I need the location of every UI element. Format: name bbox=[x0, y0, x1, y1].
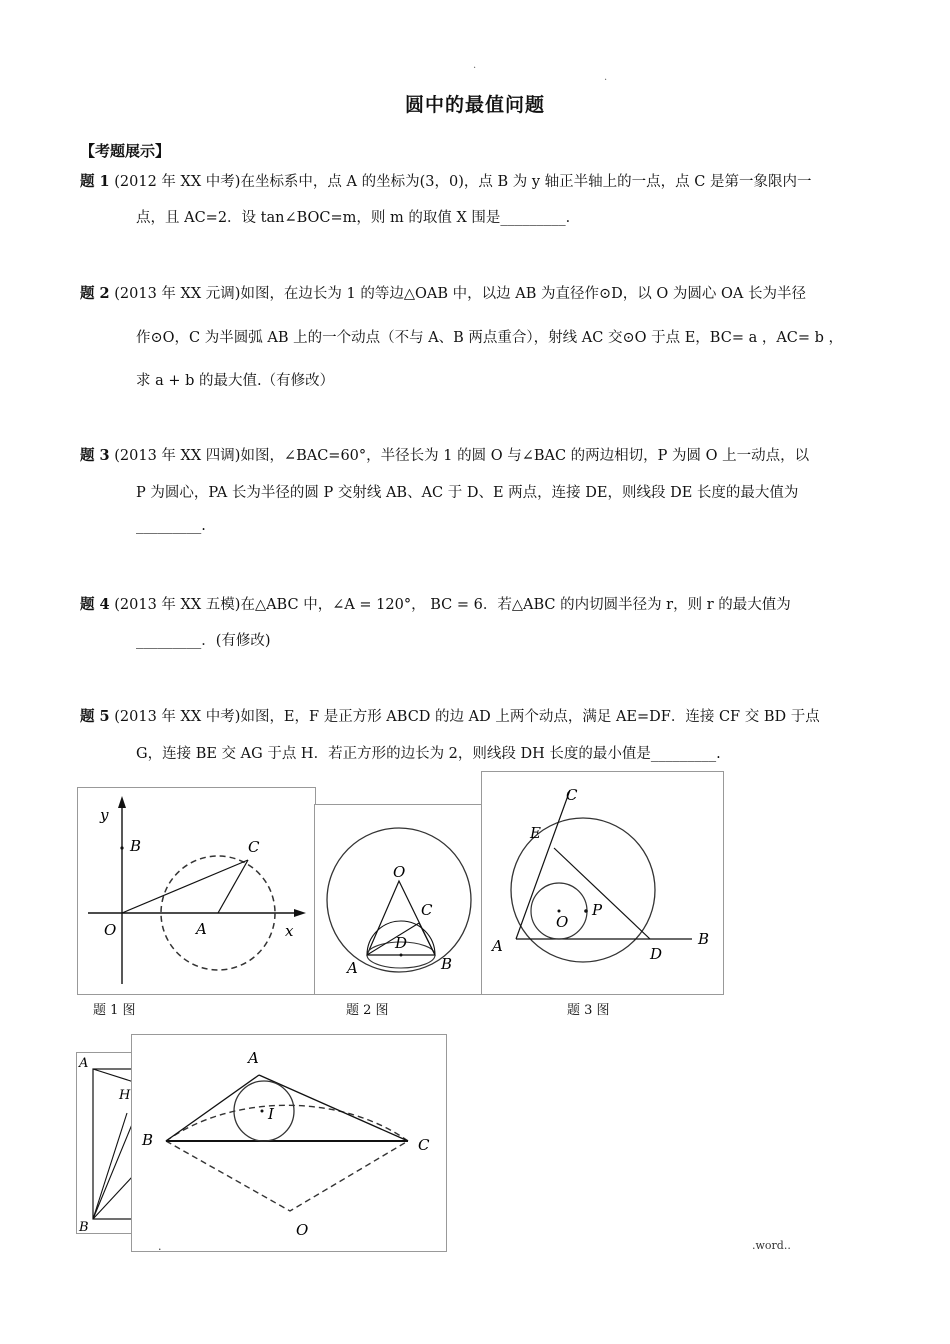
footer-right: .word.. bbox=[752, 1239, 791, 1252]
figure-5-diagram bbox=[132, 1035, 446, 1251]
figure-3 bbox=[481, 771, 724, 995]
problem-2-line-3: 求 a + b 的最大值.（有修改） bbox=[136, 373, 335, 389]
label-c: C bbox=[248, 838, 260, 856]
label-a: A bbox=[196, 920, 207, 938]
caption-figure-1: 题 1 图 bbox=[93, 1003, 136, 1018]
header-dot: . bbox=[604, 72, 608, 83]
label-a: A bbox=[492, 937, 503, 955]
caption-figure-3: 题 3 图 bbox=[567, 1003, 610, 1018]
label-a: A bbox=[347, 959, 358, 977]
label-c: C bbox=[421, 901, 433, 919]
label-e: E bbox=[530, 824, 541, 842]
problem-5-line-1: 题 5 (2013 年 XX 中考)如图，E，F 是正方形 ABCD 的边 AD 上两个动点，满足 AE=DF．连接 CF 交 BD 于点 bbox=[80, 708, 820, 725]
label-y: y bbox=[100, 806, 109, 824]
label-a: A bbox=[248, 1049, 259, 1067]
problem-3-line-3: _________. bbox=[136, 518, 206, 534]
problem-1-line-1: 题 1 (2012 年 XX 中考)在坐标系中，点 A 的坐标为(3，0)，点 B 为 y 轴正半轴上的一点，点 C 是第一象限内一 bbox=[80, 173, 812, 190]
caption-figure-2: 题 2 图 bbox=[346, 1003, 389, 1018]
figure-1 bbox=[77, 787, 316, 995]
label-h: H bbox=[119, 1088, 131, 1103]
problem-5-line-2: G，连接 BE 交 AG 于点 H．若正方形的边长为 2，则线段 DH 长度的最小值是_________. bbox=[136, 746, 721, 762]
figure-3-diagram bbox=[482, 772, 723, 994]
label-c: C bbox=[418, 1136, 430, 1154]
problem-4-line-1: 题 4 (2013 年 XX 五模)在△ABC 中，∠A = 120°， BC = 6．若△ABC 的内切圆半径为 r，则 r 的最大值为 bbox=[80, 596, 791, 613]
problem-2-line-1: 题 2 (2013 年 XX 元调)如图，在边长为 1 的等边△OAB 中，以边 AB 为直径作⊙D，以 O 为圆心 OA 长为半径 bbox=[80, 285, 806, 302]
label-o: O bbox=[556, 913, 569, 931]
figure-1-diagram bbox=[78, 788, 315, 994]
label-o: O bbox=[393, 863, 406, 881]
label-b: B bbox=[698, 930, 710, 948]
problem-2-line-2: 作⊙O，C 为半圆弧 AB 上的一个动点（不与 A、B 两点重合），射线 AC 交⊙O 于点 E，BC= a ，AC= b ， bbox=[136, 330, 844, 346]
label-x: x bbox=[285, 922, 294, 940]
label-o: O bbox=[104, 921, 117, 939]
label-b: B bbox=[130, 837, 142, 855]
label-c: C bbox=[566, 786, 578, 804]
problem-1-line-2: 点，且 AC=2．设 tan∠BOC=m，则 m 的取值 X 围是_________． bbox=[136, 210, 581, 226]
label-p: P bbox=[592, 901, 603, 919]
header-dot: . bbox=[473, 60, 477, 71]
section-heading: 【考题展示】 bbox=[80, 142, 171, 160]
label-b: B bbox=[79, 1220, 89, 1233]
figure-2 bbox=[314, 804, 483, 995]
problem-4-line-2: _________．(有修改) bbox=[136, 633, 271, 649]
label-o: O bbox=[296, 1221, 309, 1239]
figure-5 bbox=[131, 1034, 447, 1252]
page-title: 圆中的最值问题 bbox=[404, 94, 545, 116]
label-a: A bbox=[79, 1056, 89, 1071]
label-d: D bbox=[650, 945, 663, 963]
footer-left: . bbox=[158, 1240, 162, 1253]
problem-3-line-2: P 为圆心，PA 长为半径的圆 P 交射线 AB、AC 于 D、E 两点，连接 DE，则线段 DE 长度的最大值为 bbox=[136, 485, 799, 501]
label-b: B bbox=[441, 955, 453, 973]
figure-2-diagram bbox=[315, 805, 482, 994]
label-i: I bbox=[268, 1105, 274, 1123]
label-d: D bbox=[395, 934, 408, 952]
label-b: B bbox=[142, 1131, 154, 1149]
problem-3-line-1: 题 3 (2013 年 XX 四调)如图，∠BAC=60°，半径长为 1 的圆 O 与∠BAC 的两边相切，P 为圆 O 上一动点，以 bbox=[80, 447, 810, 464]
